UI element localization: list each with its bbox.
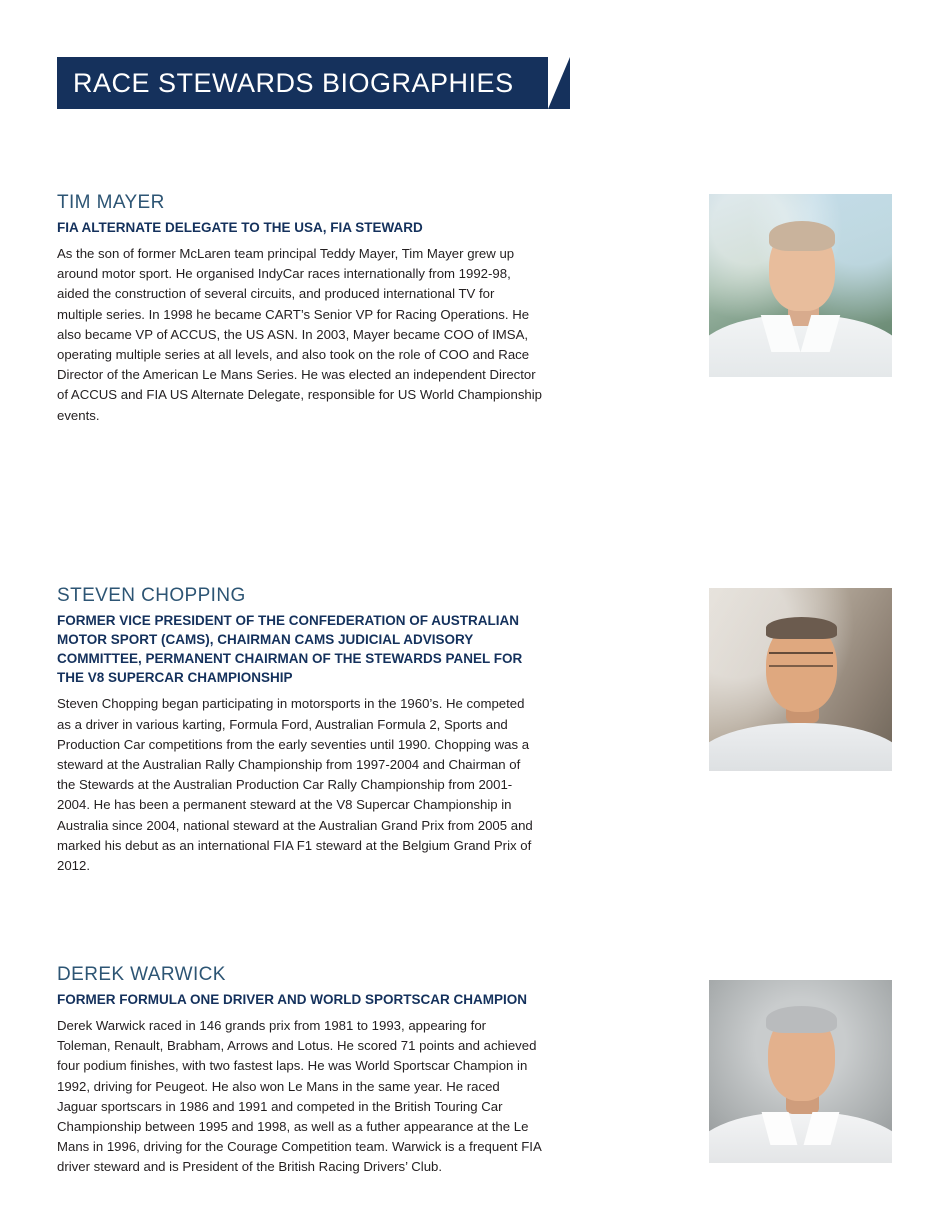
bio-text-block	[57, 585, 542, 876]
banner-angled-edge	[548, 57, 570, 109]
bio-text-block	[57, 192, 542, 426]
page-header-banner	[57, 57, 548, 109]
portrait-photo-tim-mayer	[709, 194, 892, 377]
photo-shirt	[709, 723, 892, 771]
photo-hair	[766, 617, 837, 639]
bio-name: DEREK WARWICK	[57, 964, 226, 985]
bio-role: FIA ALTERNATE DELEGATE TO THE USA, FIA STEWARD	[57, 219, 423, 235]
bio-role: FORMER VICE PRESIDENT OF THE CONFEDERATION OF AUSTRALIAN MOTOR SPORT (CAMS), CHAIRMAN CAMS JUDICIAL ADVISORY COMMITTEE, PERMANENT CHAIRMAN OF THE STEWARDS PANEL FOR THE V8 SUPERCAR CHAMPIONSHIP	[57, 612, 523, 686]
photo-hair	[766, 1006, 837, 1033]
portrait-photo-derek-warwick	[709, 980, 892, 1163]
bio-body: As the son of former McLaren team principal Teddy Mayer, Tim Mayer grew up around motor sport. He organised IndyCar races internationally from 1992-98, aided the construction of several circuits, and produced international TV for multiple series. In 1998 he became CART’s Senior VP for Racing Operations. He also became VP of ACCUS, the US ASN. In 2003, Mayer became COO of IMSA, operating multiple series at all levels, and also took on the role of COO and Race Director of the American Le Mans Series. He was elected an independent Director of ACCUS and FIA US Alternate Delegate, responsible for US World Championship events.	[57, 246, 543, 423]
portrait-photo-steven-chopping	[709, 588, 892, 771]
photo-glasses	[769, 652, 833, 667]
page-title: RACE STEWARDS BIOGRAPHIES	[73, 67, 514, 98]
bio-name: TIM MAYER	[57, 192, 165, 213]
bio-body: Derek Warwick raced in 146 grands prix from 1981 to 1993, appearing for Toleman, Renault, Brabham, Arrows and Lotus. He scored 71 points and achieved four podium finishes, with two fastest laps. He was World Sportscar Champion in 1992, driving for Peugeot. He also won Le Mans in the same year. He raced Jaguar sportscars in 1986 and 1991 and competed in the British Touring Car Championship between 1995 and 1998, as well as a futher appearance at the Le Mans in 1996, driving for the Courage Competition team. Warwick is a frequent FIA driver steward and is President of the British Racing Drivers’ Club.	[57, 1018, 542, 1175]
bio-text-block	[57, 964, 542, 1178]
bio-body: Steven Chopping began participating in motorsports in the 1960’s. He competed as a driver in various karting, Formula Ford, Australian Formula 2, Sports and Production Car competitions from the early seventies until 1990. Chopping was a steward at the Australian Rally Championship from 1997-2004 and Chairman of the Stewards at the Australian Production Car Rally Championship from 2001-2004. He has been a permanent steward at the V8 Supercar Championship in Australia since 2004, national steward at the Australian Grand Prix from 2005 and marked his debut as an international FIA F1 steward at the Belgium Grand Prix of 2012.	[57, 696, 533, 873]
bio-name: STEVEN CHOPPING	[57, 585, 246, 606]
bio-role: FORMER FORMULA ONE DRIVER AND WORLD SPORTSCAR CHAMPION	[57, 991, 527, 1007]
banner-bar	[57, 57, 548, 109]
photo-hair	[769, 221, 835, 250]
photo-shirt	[709, 1112, 892, 1163]
